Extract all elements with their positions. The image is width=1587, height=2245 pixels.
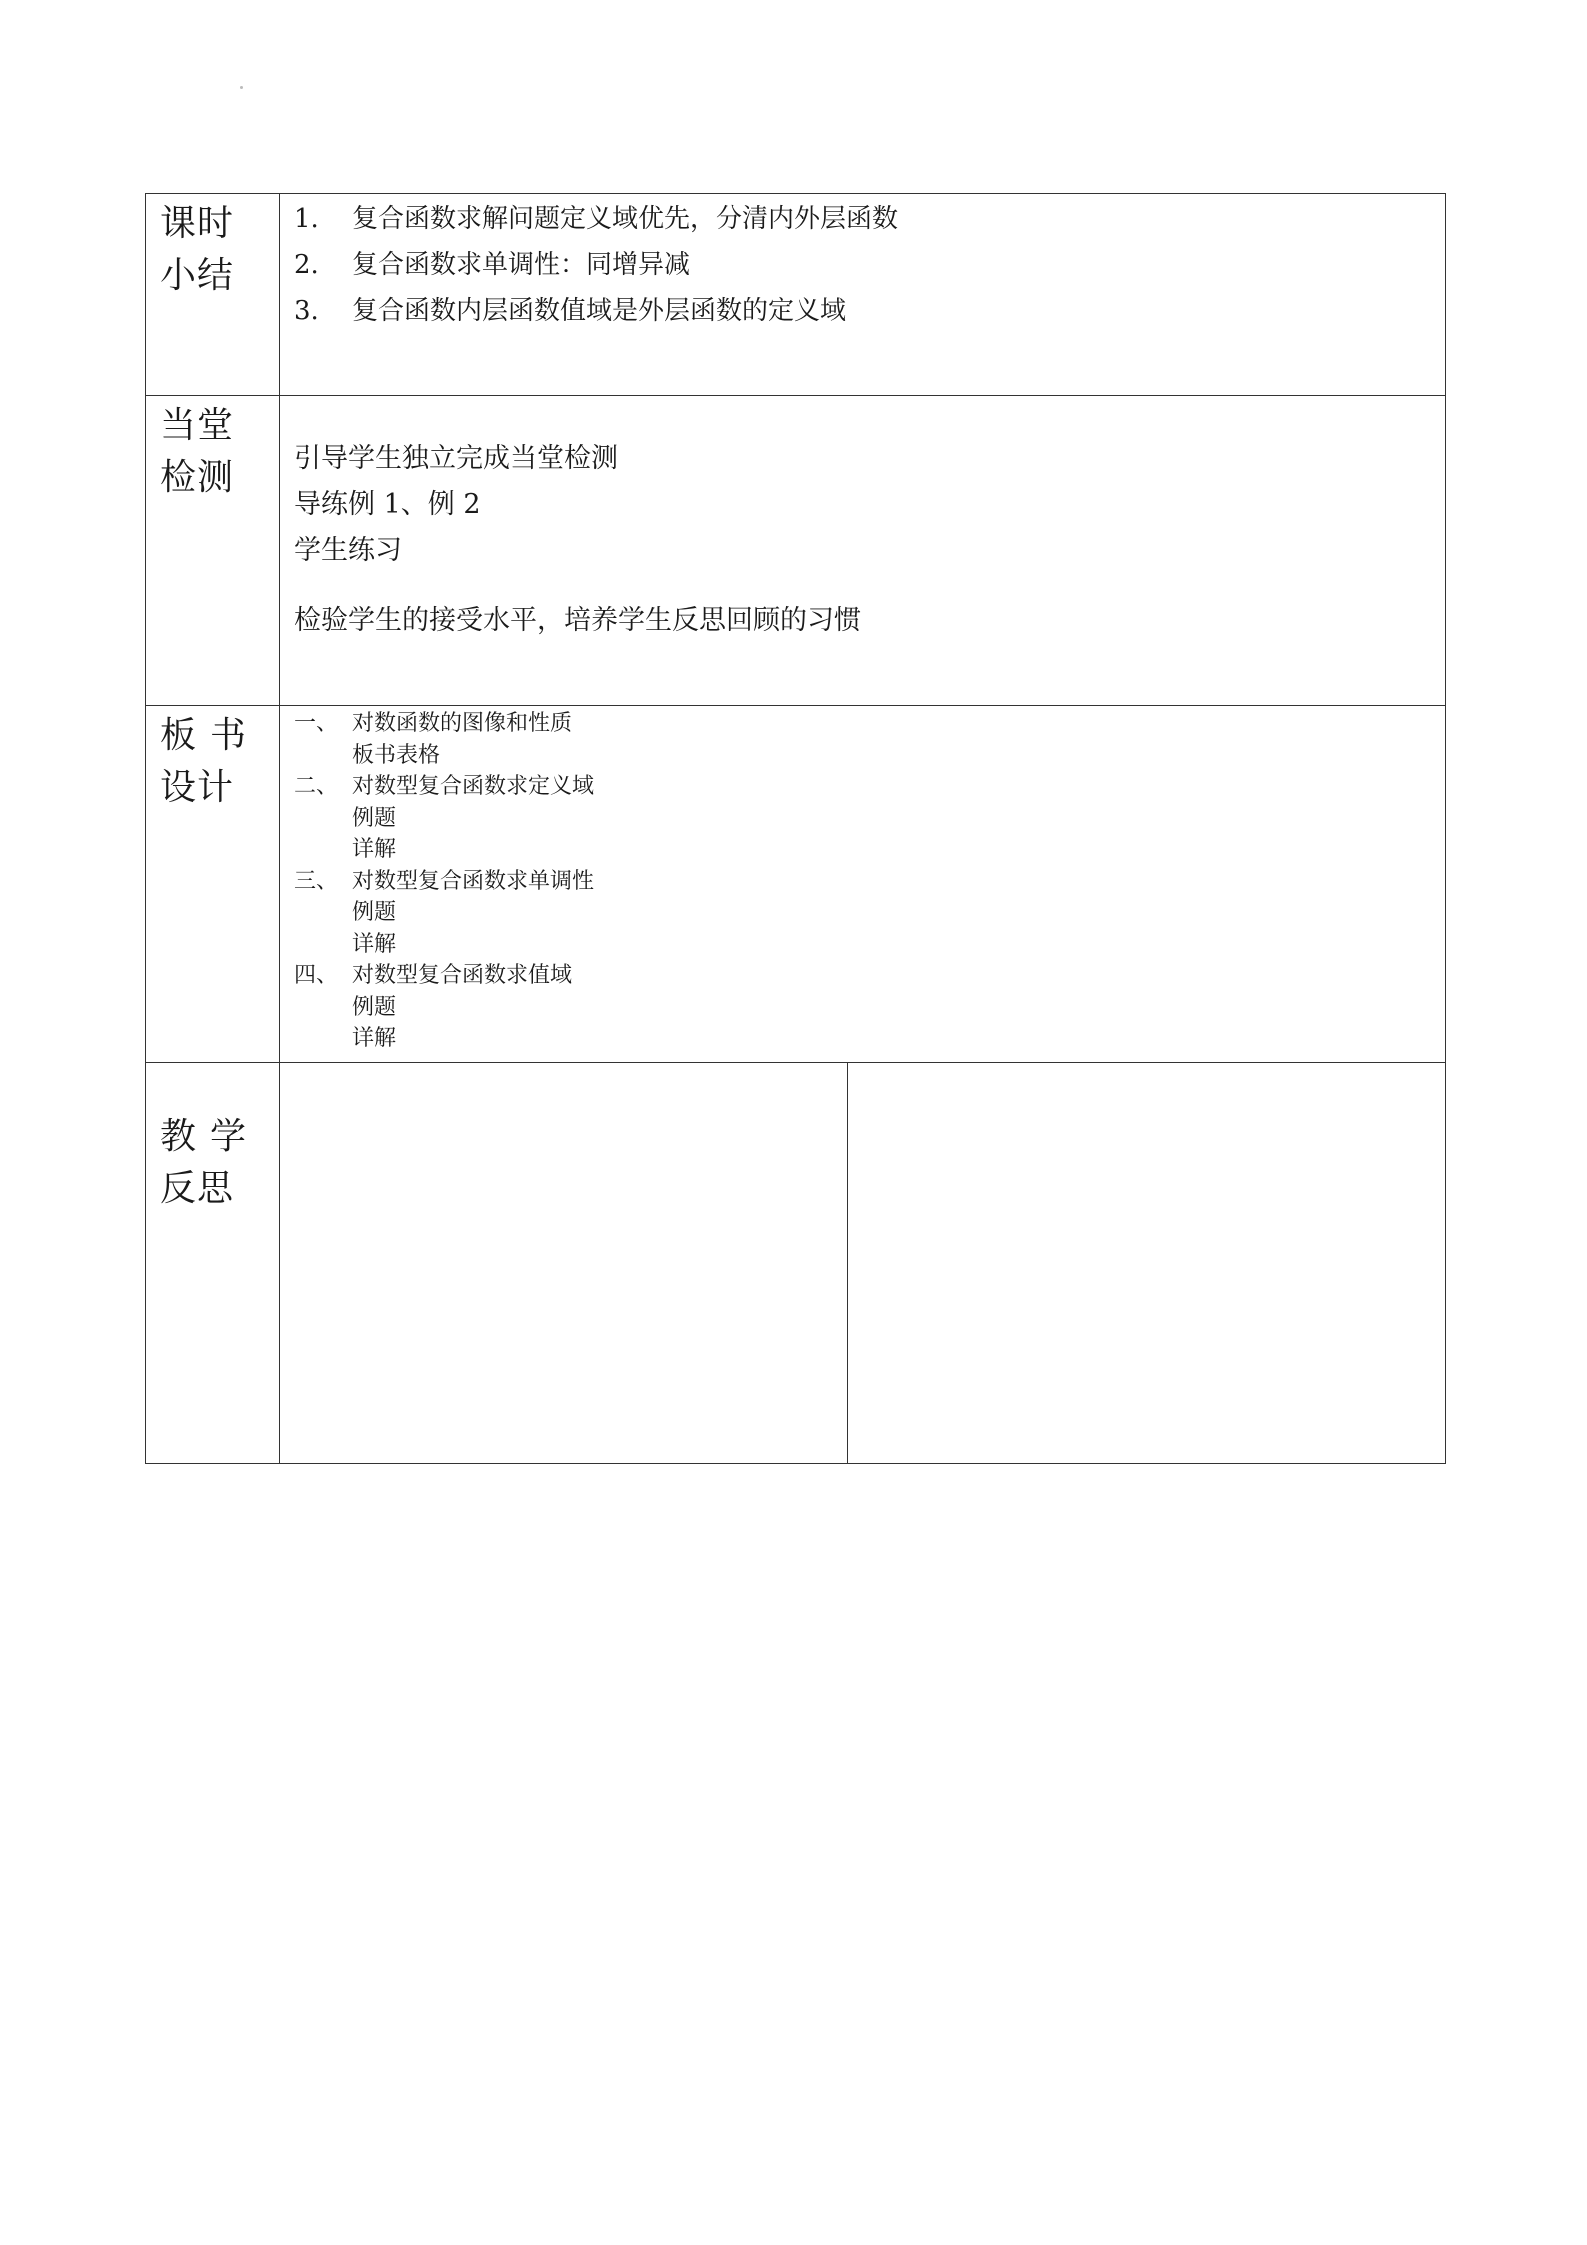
summary-item-text: 复合函数求单调性：同增异减: [352, 250, 691, 280]
reflection-left-cell[interactable]: [280, 1063, 848, 1464]
reflection-header-line-2: 反思: [160, 1168, 235, 1209]
board-item: [294, 708, 1445, 740]
board-header: [146, 706, 280, 1063]
check-line: 检验学生的接受水平，培养学生反思回顾的习惯: [294, 605, 861, 636]
check-row: [146, 396, 1446, 706]
board-subitem: 详解: [352, 837, 397, 862]
summary-header-line-1: 课时: [160, 203, 235, 244]
board-item-title: 对数型复合函数求定义域: [352, 774, 595, 799]
check-header: [146, 396, 280, 706]
board-outline: [280, 706, 1445, 1055]
reflection-header: [146, 1063, 280, 1464]
board-subitem: 详解: [352, 931, 397, 957]
board-subitem: 例题: [352, 805, 397, 831]
board-item-title: 对数型复合函数求单调性: [352, 868, 595, 894]
board-subitem: 板书表格: [352, 742, 441, 768]
summary-item: [294, 242, 1445, 288]
board-item-number: 一、: [294, 711, 339, 736]
page-corner-mark: [240, 86, 243, 89]
check-header-line-1: 当堂: [160, 405, 235, 446]
board-item-number: 四、: [294, 963, 339, 988]
summary-item-text: 复合函数求解问题定义域优先，分清内外层函数: [352, 204, 899, 234]
board-item: [294, 960, 1445, 992]
summary-list: [280, 194, 1445, 334]
board-subitem: 例题: [352, 900, 397, 925]
board-header-line-1: 板书: [160, 715, 261, 756]
check-content: [280, 396, 1445, 644]
reflection-row: [146, 1063, 1446, 1464]
board-row: [146, 706, 1446, 1063]
summary-row: [146, 194, 1446, 396]
summary-content-cell: [280, 194, 1446, 396]
board-item-number: 二、: [294, 774, 339, 799]
board-content-cell: [280, 706, 1446, 1063]
check-line: 学生练习: [294, 535, 402, 566]
board-subitem: 详解: [352, 1026, 397, 1051]
summary-item-number: 2.: [294, 250, 319, 280]
check-content-cell: [280, 396, 1446, 706]
summary-item: [294, 288, 1445, 334]
summary-header: [146, 194, 280, 396]
summary-header-line-2: 小结: [160, 255, 235, 296]
check-line: 引导学生独立完成当堂检测: [294, 443, 618, 474]
summary-item-number: 3.: [294, 296, 319, 326]
reflection-right-cell[interactable]: [848, 1063, 1446, 1464]
summary-item-text: 复合函数内层函数值域是外层函数的定义域: [352, 296, 847, 326]
board-item: [294, 866, 1445, 898]
reflection-header-line-1: 教学: [160, 1116, 261, 1157]
board-item-title: 对数型复合函数求值域: [352, 963, 573, 988]
board-item-title: 对数函数的图像和性质: [352, 711, 573, 736]
check-header-line-2: 检测: [160, 457, 235, 498]
board-item: [294, 771, 1445, 803]
summary-item: [294, 196, 1445, 242]
summary-item-number: 1.: [294, 204, 319, 234]
check-line: 导练例 1、例 2: [294, 489, 481, 520]
lesson-plan-table: [145, 193, 1446, 1464]
board-header-line-2: 设计: [160, 767, 235, 808]
board-item-number: 三、: [294, 868, 339, 894]
board-subitem: 例题: [352, 994, 397, 1020]
